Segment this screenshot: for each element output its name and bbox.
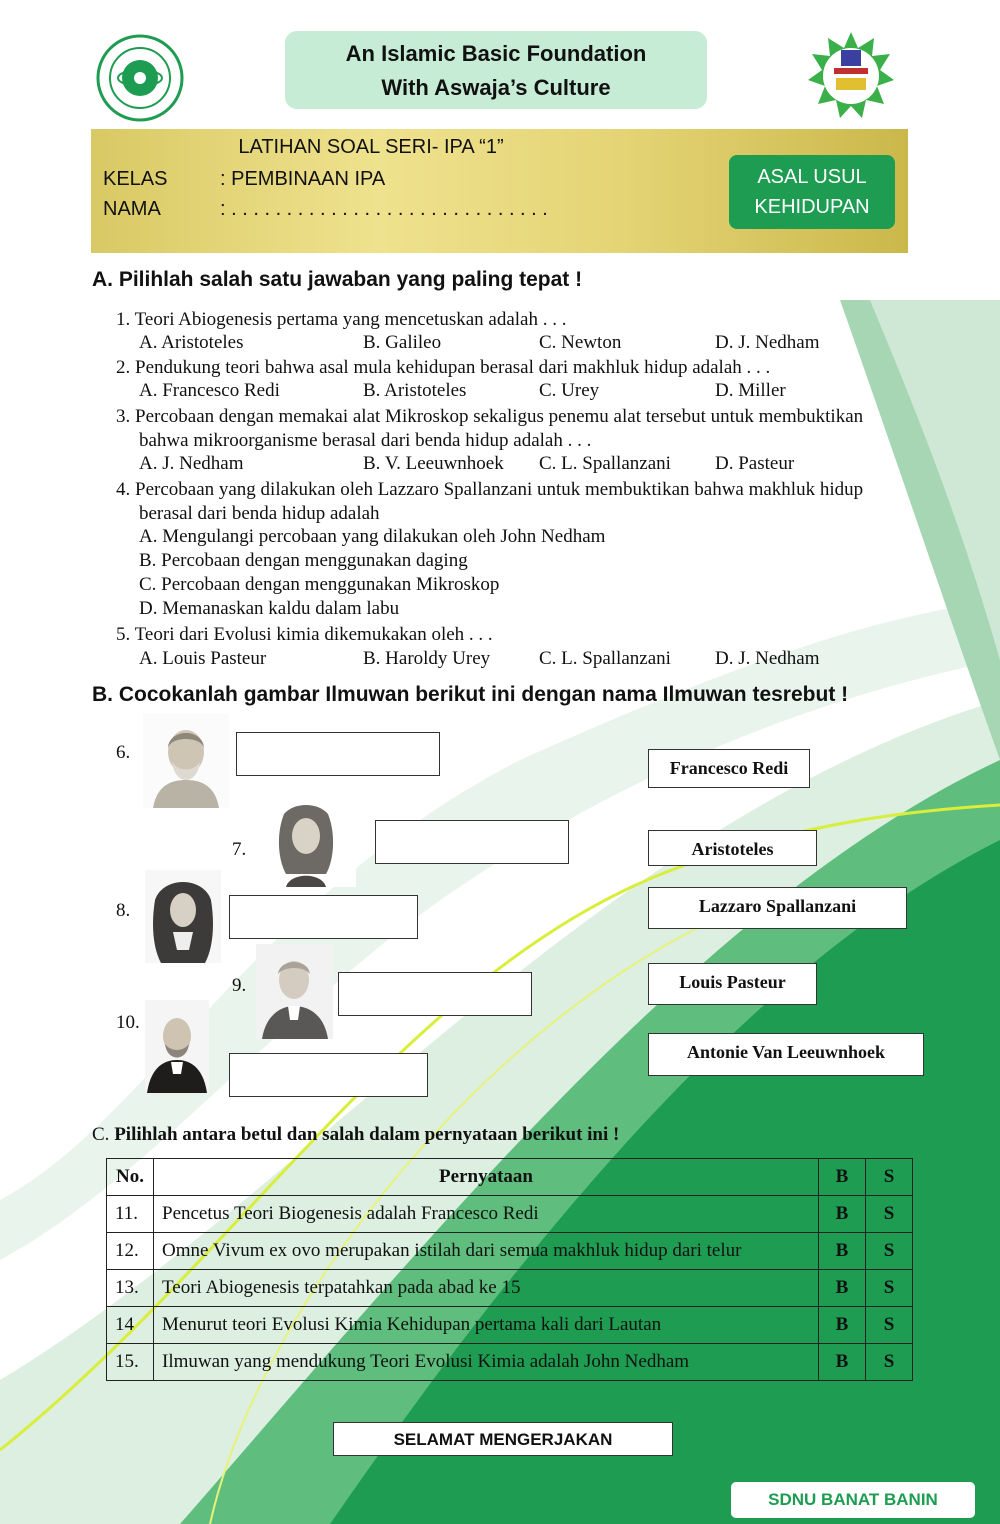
item-7-number: 7. <box>232 839 247 860</box>
column-no: No. <box>107 1159 154 1196</box>
nama-field[interactable]: : . . . . . . . . . . . . . . . . . . . . . . . . . . . . . <box>220 198 548 220</box>
q1-option-d[interactable]: D. J. Nedham <box>715 332 820 353</box>
row-statement: Omne Vivum ex ovo merupakan istilah dari semua makhluk hidup dari telur <box>154 1233 819 1270</box>
header-line-2: With Aswaja’s Culture <box>381 75 611 100</box>
question-1: 1. Teori Abiogenesis pertama yang mencetuskan adalah . . . <box>116 309 567 330</box>
q2-option-a[interactable]: A. Francesco Redi <box>139 380 280 401</box>
true-false-table <box>106 1158 913 1381</box>
table-row <box>107 1307 913 1344</box>
header-banner <box>285 31 707 109</box>
name-option-lazzaro-spallanzani[interactable]: Lazzaro Spallanzani <box>648 887 907 929</box>
column-s: S <box>866 1159 913 1196</box>
section-b-heading: B. Cocokanlah gambar Ilmuwan berikut ini dengan nama Ilmuwan tesrebut ! <box>92 683 849 706</box>
item-10-answer-box[interactable] <box>229 1053 428 1097</box>
table-header-row <box>107 1159 913 1196</box>
redi-portrait <box>256 794 356 887</box>
column-statement: Pernyataan <box>154 1159 819 1196</box>
section-c-prefix: C. <box>92 1124 110 1145</box>
topic-line-1: ASAL USUL <box>757 166 867 188</box>
row-true-option[interactable]: B <box>819 1233 866 1270</box>
q5-option-c[interactable]: C. L. Spallanzani <box>539 648 671 669</box>
row-true-option[interactable]: B <box>819 1307 866 1344</box>
header-line-1: An Islamic Basic Foundation <box>345 41 647 66</box>
row-statement: Teori Abiogenesis terpatahkan pada abad ke 15 <box>154 1270 819 1307</box>
table-row <box>107 1196 913 1233</box>
item-10-number: 10. <box>116 1012 140 1033</box>
question-3-line-1: 3. Percobaan dengan memakai alat Mikroskop sekaligus penemu alat tersebut untuk membuktikan <box>116 406 864 427</box>
q1-option-c[interactable]: C. Newton <box>539 332 622 353</box>
item-7-answer-box[interactable] <box>375 820 569 864</box>
question-2: 2. Pendukung teori bahwa asal mula kehidupan berasal dari makhluk hidup adalah . . . <box>116 357 771 378</box>
column-b: B <box>819 1159 866 1196</box>
table-row <box>107 1233 913 1270</box>
question-4-line-1: 4. Percobaan yang dilakukan oleh Lazzaro Spallanzani untuk membuktikan bahwa makhluk hidup <box>116 479 864 500</box>
q2-option-c[interactable]: C. Urey <box>539 380 600 401</box>
section-c-heading <box>92 1124 619 1146</box>
name-option-louis-pasteur[interactable]: Louis Pasteur <box>648 963 817 1005</box>
leeuwenhoek-portrait <box>145 870 221 963</box>
q2-option-b[interactable]: B. Aristoteles <box>363 380 467 401</box>
topic-badge <box>729 155 895 229</box>
closing-message: SELAMAT MENGERJAKAN <box>333 1422 673 1456</box>
row-false-option[interactable]: S <box>866 1270 913 1307</box>
row-true-option[interactable]: B <box>819 1270 866 1307</box>
ksn-2021-ipa-logo-icon <box>806 30 896 120</box>
q4-option-b[interactable]: B. Percobaan dengan menggunakan daging <box>139 550 468 571</box>
row-false-option[interactable]: S <box>866 1196 913 1233</box>
aristotle-portrait <box>143 714 229 808</box>
series-title: LATIHAN SOAL SERI- IPA “1” <box>238 136 504 158</box>
row-false-option[interactable]: S <box>866 1344 913 1381</box>
row-false-option[interactable]: S <box>866 1307 913 1344</box>
row-true-option[interactable]: B <box>819 1196 866 1233</box>
row-number: 13. <box>107 1270 154 1307</box>
row-statement: Pencetus Teori Biogenesis adalah Francesco Redi <box>154 1196 819 1233</box>
question-4-line-2: berasal dari benda hidup adalah <box>139 503 380 524</box>
name-option-francesco-redi[interactable]: Francesco Redi <box>648 749 810 788</box>
item-6-answer-box[interactable] <box>236 732 440 776</box>
q3-option-a[interactable]: A. J. Nedham <box>139 453 244 474</box>
item-6-number: 6. <box>116 742 131 763</box>
name-option-aristoteles[interactable]: Aristoteles <box>648 830 817 866</box>
name-option-antonie-van-leeuwnhoek[interactable]: Antonie Van Leeuwnhoek <box>648 1033 924 1076</box>
q5-option-d[interactable]: D. J. Nedham <box>715 648 820 669</box>
row-number: 12. <box>107 1233 154 1270</box>
table-row <box>107 1270 913 1307</box>
q4-option-a[interactable]: A. Mengulangi percobaan yang dilakukan oleh John Nedham <box>139 526 606 547</box>
q3-option-d[interactable]: D. Pasteur <box>715 453 795 474</box>
item-8-answer-box[interactable] <box>229 895 418 939</box>
sd-nu-banat-banin-logo-icon <box>92 34 188 122</box>
row-number: 11. <box>107 1196 154 1233</box>
section-a-heading: A. Pilihlah salah satu jawaban yang paling tepat ! <box>92 268 583 291</box>
pasteur-portrait <box>145 1000 209 1093</box>
q4-option-d[interactable]: D. Memanaskan kaldu dalam labu <box>139 598 400 619</box>
section-c-heading-text: Pilihlah antara betul dan salah dalam pernyataan berikut ini ! <box>114 1124 620 1145</box>
row-number: 15. <box>107 1344 154 1381</box>
item-8-number: 8. <box>116 900 131 921</box>
row-true-option[interactable]: B <box>819 1344 866 1381</box>
row-number: 14 <box>107 1307 154 1344</box>
q1-option-b[interactable]: B. Galileo <box>363 332 442 353</box>
nama-label: NAMA <box>103 198 161 220</box>
q3-option-c[interactable]: C. L. Spallanzani <box>539 453 671 474</box>
item-9-answer-box[interactable] <box>338 972 532 1016</box>
kelas-value: : PEMBINAAN IPA <box>220 168 386 190</box>
q3-option-b[interactable]: B. V. Leeuwnhoek <box>363 453 504 474</box>
question-5: 5. Teori dari Evolusi kimia dikemukakan oleh . . . <box>116 624 493 645</box>
topic-line-2: KEHIDUPAN <box>754 196 870 218</box>
row-statement: Ilmuwan yang mendukung Teori Evolusi Kimia adalah John Nedham <box>154 1344 819 1381</box>
row-false-option[interactable]: S <box>866 1233 913 1270</box>
q5-option-a[interactable]: A. Louis Pasteur <box>139 648 267 669</box>
spallanzani-portrait <box>256 944 333 1039</box>
table-row <box>107 1344 913 1381</box>
question-3-line-2: bahwa mikroorganisme berasal dari benda hidup adalah . . . <box>139 430 592 451</box>
kelas-label: KELAS <box>103 168 168 190</box>
item-9-number: 9. <box>232 975 247 996</box>
school-name-badge: SDNU BANAT BANIN <box>730 1481 976 1519</box>
q2-option-d[interactable]: D. Miller <box>715 380 786 401</box>
q1-option-a[interactable]: A. Aristoteles <box>139 332 244 353</box>
q5-option-b[interactable]: B. Haroldy Urey <box>363 648 491 669</box>
q4-option-c[interactable]: C. Percobaan dengan menggunakan Mikroskop <box>139 574 500 595</box>
row-statement: Menurut teori Evolusi Kimia Kehidupan pertama kali dari Lautan <box>154 1307 819 1344</box>
